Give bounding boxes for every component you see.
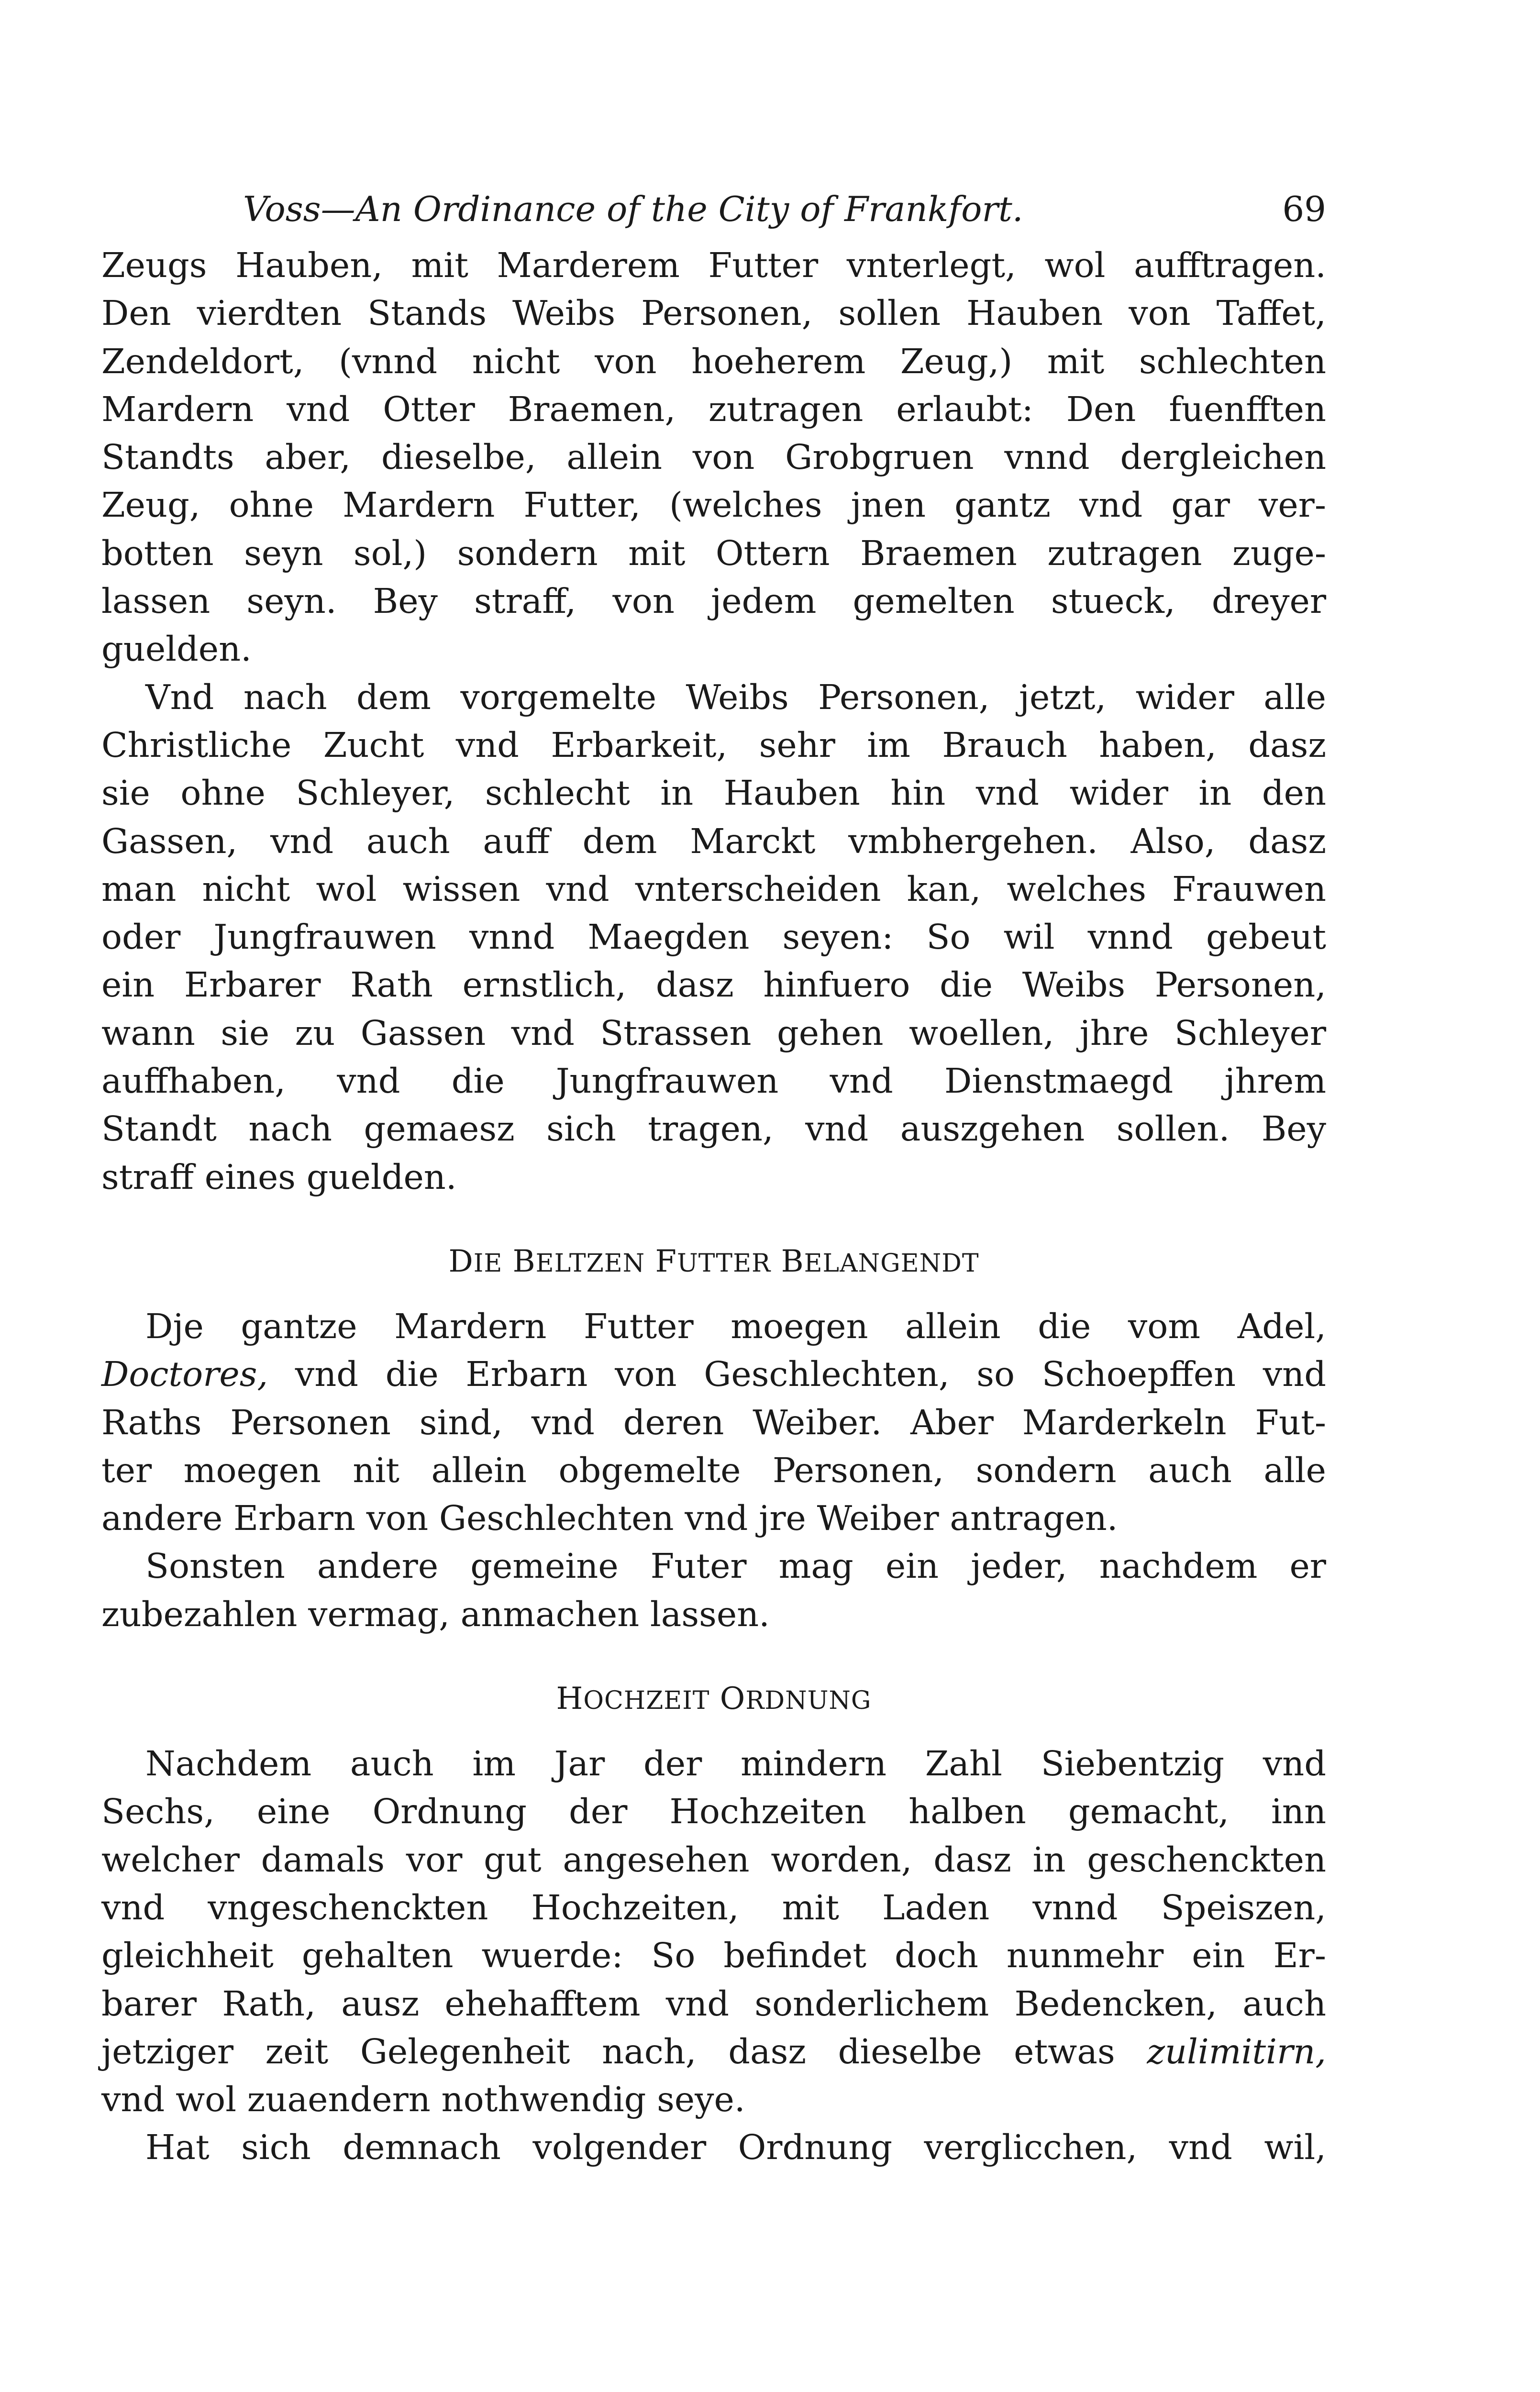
text-line: Standts aber, dieselbe, allein von Grobgruen vnnd dergleichen — [101, 437, 1326, 477]
text-line: ter moegen nit allein obgemelte Personen, sondern auch alle — [101, 1450, 1326, 1490]
text-line: sie ohne Schleyer, schlecht in Hauben hin vnd wider in den — [101, 773, 1326, 813]
section-heading: DIE BELTZEN FUTTER BELANGENDT — [448, 1243, 979, 1279]
paragraph — [101, 1740, 1326, 2124]
text-line: Zeug, ohne Mardern Futter, (welches jnen gantz vnd gar ver- — [101, 485, 1326, 525]
text-line: Gassen, vnd auch auff dem Marckt vmbhergehen. Also, dasz — [101, 821, 1326, 861]
paragraph — [101, 674, 1326, 1201]
text-line: Doctores, vnd die Erbarn von Geschlechten, so Schoepffen vnd — [101, 1354, 1326, 1395]
italic-text: zulimitirn, — [1147, 2031, 1326, 2071]
text-line: man nicht wol wissen vnd vnterscheiden kan, welches Frauwen — [101, 869, 1326, 909]
running-title: Voss—An Ordinance of the City of Frankfort. — [243, 189, 1023, 229]
text-line: vnd vngeschenckten Hochzeiten, mit Laden vnnd Speiszen, — [101, 1887, 1326, 1927]
text-line: Zendeldort, (vnnd nicht von hoeherem Zeug,) mit schlechten — [101, 341, 1326, 381]
text-line: guelden. — [101, 629, 252, 669]
text-line: Christliche Zucht vnd Erbarkeit, sehr im Brauch haben, dasz — [101, 725, 1326, 765]
italic-text: Doctores, — [101, 1354, 268, 1395]
text-line: zubezahlen vermag, anmachen lassen. — [101, 1594, 770, 1634]
section-heading: HOCHZEIT ORDNUNG — [556, 1681, 872, 1717]
text-line: jetziger zeit Gelegenheit nach, dasz dieselbe etwas zulimitirn, — [101, 2031, 1326, 2071]
text-line: gleichheit gehalten wuerde: So befindet doch nunmehr ein Er- — [101, 1936, 1326, 1976]
text-line: Vnd nach dem vorgemelte Weibs Personen, jetzt, wider alle — [145, 677, 1326, 717]
text-line: Mardern vnd Otter Braemen, zutragen erlaubt: Den fuenfften — [101, 389, 1326, 429]
text-line: Sechs, eine Ordnung der Hochzeiten halben gemacht, inn — [101, 1792, 1326, 1832]
text-line: lassen seyn. Bey straff, von jedem gemelten stueck, dreyer — [101, 581, 1326, 621]
text-line: Sonsten andere gemeine Futer mag ein jeder, nachdem er — [145, 1546, 1326, 1586]
book-page — [101, 189, 1326, 2172]
text-line: Zeugs Hauben, mit Marderem Futter vnterlegt, wol aufftragen. — [101, 245, 1326, 285]
text-line: welcher damals vor gut angesehen worden, dasz in geschenckten — [101, 1839, 1326, 1880]
paragraph — [101, 242, 1326, 674]
text-line: auffhaben, vnd die Jungfrauwen vnd Dienstmaegd jhrem — [101, 1061, 1326, 1101]
paragraph — [101, 2124, 1326, 2171]
paragraph — [101, 1542, 1326, 1639]
text-line: Dje gantze Mardern Futter moegen allein die vom Adel, — [145, 1306, 1326, 1346]
text-line: oder Jungfrauwen vnnd Maegden seyen: So wil vnnd gebeut — [101, 917, 1326, 957]
text-line: Standt nach gemaesz sich tragen, vnd auszgehen sollen. Bey — [101, 1109, 1326, 1149]
text-line: wann sie zu Gassen vnd Strassen gehen woellen, jhre Schleyer — [101, 1013, 1326, 1053]
body-text — [101, 242, 1326, 2172]
paragraph — [101, 1303, 1326, 1542]
running-head — [101, 189, 1326, 242]
text-line: barer Rath, ausz ehehafftem vnd sonderlichem Bedencken, auch — [101, 1983, 1326, 2024]
text-line: Raths Personen sind, vnd deren Weiber. Aber Marderkeln Fut- — [101, 1402, 1326, 1442]
text-line: ein Erbarer Rath ernstlich, dasz hinfuero die Weibs Personen, — [101, 965, 1326, 1005]
page-number: 69 — [1282, 189, 1326, 229]
text-line: botten seyn sol,) sondern mit Ottern Braemen zutragen zuge- — [101, 533, 1326, 573]
text-line: Nachdem auch im Jar der mindern Zahl Siebentzig vnd — [145, 1744, 1326, 1784]
text-line: Den vierdten Stands Weibs Personen, sollen Hauben von Taffet, — [101, 293, 1326, 333]
text-line: Hat sich demnach volgender Ordnung verglicchen, vnd wil, — [145, 2127, 1326, 2168]
text-line: andere Erbarn von Geschlechten vnd jre Weiber antragen. — [101, 1498, 1118, 1539]
text-line: vnd wol zuaendern nothwendig seye. — [101, 2080, 745, 2120]
text-line: straff eines guelden. — [101, 1157, 457, 1197]
